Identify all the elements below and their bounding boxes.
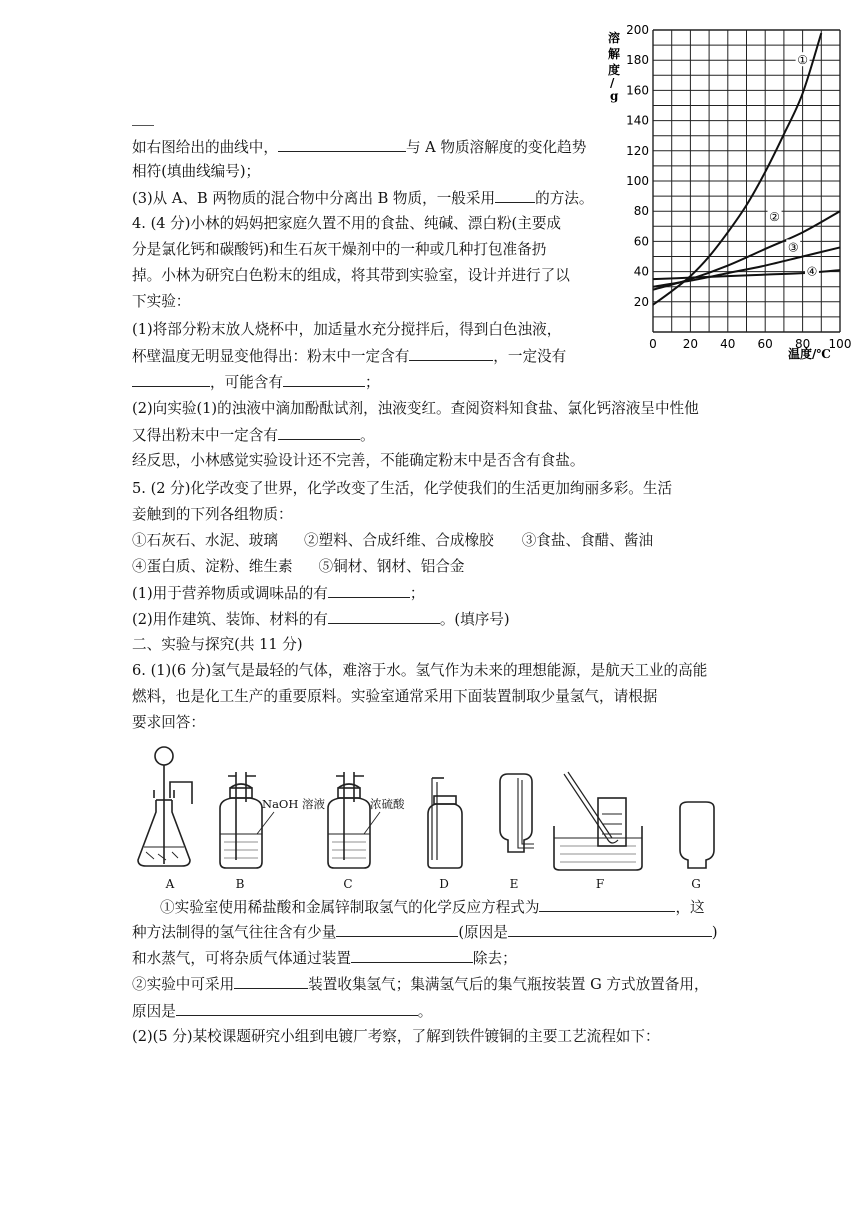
t: 妾触到的下列各组物质： <box>132 506 293 523</box>
t: 又得出粉末中一定含有 <box>132 427 278 444</box>
t: 装置收集氢气；集满氢气后的集气瓶按装置 G 方式放置备用， <box>308 976 709 993</box>
t: ②实验中可采用 <box>132 976 235 993</box>
apparatus-b <box>220 772 274 868</box>
y-tick-label: 60 <box>633 234 649 249</box>
series-label: ④ <box>806 264 818 279</box>
t: 。 <box>359 427 375 444</box>
t: (1)将部分粉末放人烧杯中，加适量水充分搅拌后，得到白色浊液， <box>132 321 562 338</box>
line-16 <box>132 531 653 551</box>
chart-grid <box>653 30 840 332</box>
y-tick-label: 100 <box>626 174 649 188</box>
line-10 <box>132 372 380 393</box>
t: 要求回答： <box>132 714 205 731</box>
ylabel-char: 溶 <box>608 31 621 45</box>
t: 除去； <box>472 950 517 967</box>
t: ； <box>409 585 425 602</box>
ylabel-char: 解 <box>608 47 621 61</box>
x-tick-label: 0 <box>649 337 657 351</box>
y-tick-label: 160 <box>626 83 649 98</box>
t: 下实验： <box>132 293 191 310</box>
line-8 <box>132 320 561 340</box>
t: (1)用于营养物质或调味品的有 <box>132 585 328 602</box>
blank[interactable] <box>176 1001 418 1016</box>
t: ①实验室使用稀盐酸和金属锌制取氢气的化学反应方程式为 <box>160 899 540 916</box>
x-tick-label: 60 <box>757 337 773 351</box>
t: (2)用作建筑、装饰、材料的有 <box>132 611 328 628</box>
blank[interactable] <box>539 897 675 912</box>
apparatus-label-d: D <box>439 877 449 891</box>
t: ，一定没有 <box>493 348 567 365</box>
t: 经反思，小林感觉实验设计还不完善，不能确定粉末中是否含有食盐。 <box>132 452 585 469</box>
t: 5. (2 分)化学改变了世界，化学改变了生活，化学使我们的生活更加绚丽多彩。生活 <box>132 480 673 497</box>
apparatus-label-g: G <box>691 877 701 891</box>
t: 燃料，也是化工生产的重要原料。实验室通常采用下面装置制取少量氢气，请根据 <box>132 688 658 705</box>
line-14 <box>132 479 672 499</box>
t: 6. (1)(6 分)氢气是最轻的气体，难溶于水。氢气作为未来的理想能源，是航天工业的高能 <box>132 662 708 679</box>
t: 4. (4 分)小林的妈妈把家庭久置不用的食盐、纯碱、漂白粉(主要成 <box>132 215 562 232</box>
line-28 <box>132 1001 432 1022</box>
y-tick-label: 20 <box>633 294 649 309</box>
apparatus-f <box>554 772 642 870</box>
blank[interactable] <box>278 425 360 440</box>
line-2 <box>132 162 260 182</box>
line-6 <box>132 266 570 286</box>
acid-label: 浓硫酸 <box>370 797 405 811</box>
t: 与 A 物质溶解度的变化趋势 <box>405 139 587 156</box>
y-tick-label: 40 <box>633 264 649 279</box>
line-24 <box>160 897 705 918</box>
series-line <box>653 33 821 305</box>
t: ； <box>364 374 380 391</box>
line-13 <box>132 451 584 471</box>
t: ②塑料、合成纤维、合成橡胶 <box>303 532 494 549</box>
y-tick-label: 180 <box>626 53 649 68</box>
t: ，可能含有 <box>210 374 283 391</box>
chart-xlabel: 温度/℃ <box>788 347 831 361</box>
chart-ylabel <box>608 30 620 103</box>
apparatus-a <box>138 747 192 866</box>
line-19 <box>132 609 510 630</box>
line-27 <box>132 974 709 995</box>
t: 。 <box>417 1003 433 1020</box>
apparatus-labels <box>165 877 701 891</box>
t: 种方法制得的氢气往往含有少量 <box>132 924 337 941</box>
series-label: ② <box>769 210 780 225</box>
ylabel-char: 度 <box>608 63 621 77</box>
line-25 <box>132 922 718 943</box>
blank[interactable] <box>328 583 410 598</box>
y-tick-label: 80 <box>633 204 649 219</box>
t: 分是氯化钙和碳酸钙)和生石灰干燥剂中的一种或几种打包准备扔 <box>132 241 547 258</box>
t: (2)向实验(1)的浊液中滴加酚酞试剂，浊液变红。查阅资料知食盐、氯化钙溶液呈中性他 <box>132 400 699 417</box>
t: 原因是 <box>132 1003 176 1020</box>
apparatus-label-c: C <box>343 877 353 891</box>
x-tick-label: 80 <box>794 337 811 351</box>
t: (原因是 <box>458 924 508 941</box>
t: 二、实验与探究(共 11 分) <box>132 636 303 653</box>
line-9 <box>132 346 566 367</box>
t: (2)(5 分)某校课题研究小组到电镀厂考察，了解到铁件镀铜的主要工艺流程如下： <box>132 1028 660 1045</box>
apparatus-label-b: B <box>235 877 245 891</box>
line-15 <box>132 505 293 525</box>
apparatus-d <box>428 778 462 868</box>
line-26 <box>132 948 517 969</box>
apparatus-e <box>500 774 534 852</box>
apparatus-label-a: A <box>165 877 175 891</box>
apparatus-label-f: F <box>595 877 605 891</box>
line-5 <box>132 240 546 260</box>
naoh-label: NaOH 溶液 <box>262 797 326 811</box>
y-tick-label: 140 <box>626 113 649 128</box>
line-21 <box>132 661 707 681</box>
blank[interactable] <box>409 346 493 361</box>
t: (3)从 A、B 两物质的混合物中分离出 B 物质，一般采用 <box>132 190 496 207</box>
line-23 <box>132 713 205 733</box>
t: 和水蒸气，可将杂质气体通过装置 <box>132 950 351 967</box>
t: ④蛋白质、淀粉、维生素 <box>132 558 293 575</box>
line-20 <box>132 635 303 655</box>
t: 。(填序号) <box>439 611 510 628</box>
t: ①石灰石、水泥、玻璃 <box>132 532 278 549</box>
blank[interactable] <box>283 372 365 387</box>
line-1 <box>132 137 586 158</box>
x-tick-label: 40 <box>720 337 736 351</box>
x-tick-label: 20 <box>682 337 699 351</box>
y-tick-label: 120 <box>626 143 649 158</box>
line-11 <box>132 399 699 419</box>
line-12 <box>132 425 375 446</box>
t: 掉。小林为研究白色粉末的组成，将其带到实验室，设计并进行了以 <box>132 267 570 284</box>
blank[interactable] <box>508 922 712 937</box>
line-22 <box>132 687 657 707</box>
blank[interactable] <box>495 188 535 203</box>
t: 相符(填曲线编号)； <box>132 163 261 180</box>
apparatus-figure <box>132 742 732 892</box>
t: 的方法。 <box>535 190 594 207</box>
blank[interactable] <box>234 974 308 989</box>
line-7 <box>132 292 190 312</box>
ylabel-char: / <box>610 76 615 90</box>
series-label: ③ <box>787 240 799 255</box>
line-4 <box>132 214 561 234</box>
blank[interactable] <box>278 137 406 152</box>
line-3 <box>132 188 593 209</box>
t: ⑤铜材、钢材、铝合金 <box>318 558 465 575</box>
apparatus-c <box>328 772 380 868</box>
header-rule <box>132 125 154 126</box>
blank[interactable] <box>351 948 473 963</box>
t: ，这 <box>675 899 705 916</box>
apparatus-g <box>680 802 714 868</box>
line-29 <box>132 1027 660 1047</box>
apparatus-label-e: E <box>509 877 519 891</box>
t: 如右图给出的曲线中， <box>132 139 278 156</box>
solubility-chart <box>600 14 855 364</box>
line-17 <box>132 557 465 577</box>
ylabel-char: g <box>610 89 619 103</box>
t: ③食盐、食醋、酱油 <box>521 532 654 549</box>
blank[interactable] <box>336 922 458 937</box>
x-tick-label: 100 <box>828 337 852 351</box>
series-label: ① <box>797 53 808 68</box>
t: 杯壁温度无明显变他得出：粉末中一定含有 <box>132 348 410 365</box>
blank[interactable] <box>328 609 440 624</box>
t: ) <box>711 924 718 941</box>
y-tick-label: 200 <box>626 23 649 37</box>
line-18 <box>132 583 424 604</box>
blank[interactable] <box>132 372 210 387</box>
